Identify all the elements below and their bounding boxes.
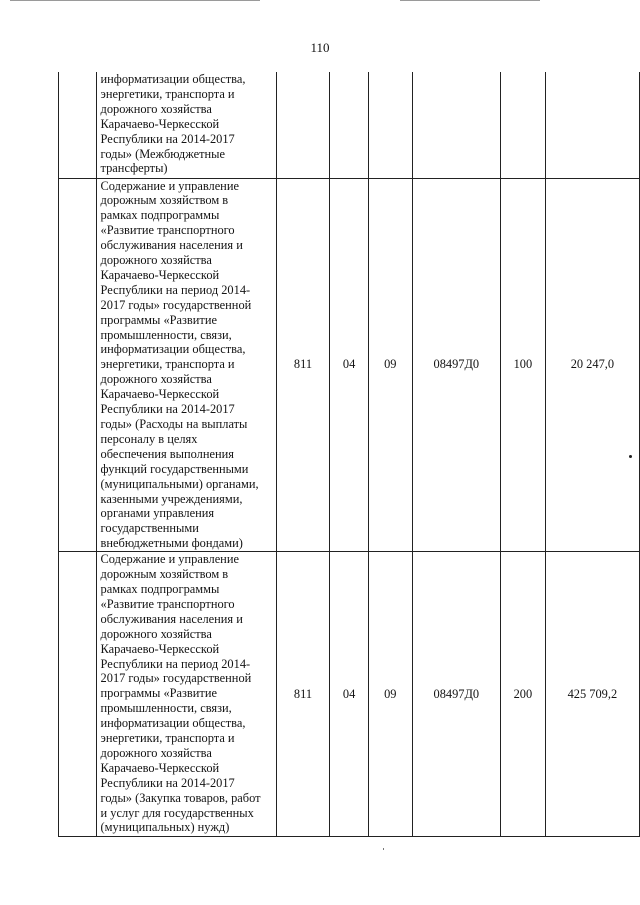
subsection-code-cell [368,72,412,178]
amount-cell: 20 247,0 [545,178,639,552]
section-code-cell: 04 [330,178,369,552]
ministry-code-cell [276,72,330,178]
section-code-cell: 04 [330,552,369,837]
expense-type-cell [501,72,546,178]
description-cell: Содержание и управление дорожным хозяйством в рамках подпрограммы «Развитие транспортного обслуживания населения и дорожного хозяйства Карачаево-Черкесской Республики на период 2014- 2017 годы» государственной программы «Развитие промышленности, связи, информатизации общества, энергетики, транспорта и дорожного хозяйства Карачаево-Черкесской Республики на 2014-2017 годы» (Расходы на выплаты персоналу в целях обеспечения выполнения функций государственными (муниципальными) органами, казенными учреждениями, органами управления государственными внебюджетными фондами) [96,178,276,552]
scan-edge-line-right [400,0,540,1]
target-code-cell [412,72,500,178]
amount-cell [545,72,639,178]
section-code-cell [330,72,369,178]
index-cell [59,178,97,552]
scan-edge-line-left [10,0,260,1]
page-number: 110 [310,40,330,55]
index-cell [59,552,97,837]
ministry-code-cell: 811 [276,552,330,837]
ministry-code-cell: 811 [276,178,330,552]
scan-speck-bottom [383,848,384,850]
scan-speck [629,455,632,458]
description-cell: Содержание и управление дорожным хозяйством в рамках подпрограммы «Развитие транспортного обслуживания населения и дорожного хозяйства Карачаево-Черкесской Республики на период 2014- 2017 годы» государственной программы «Развитие промышленности, связи, информатизации общества, энергетики, транспорта и дорожного хозяйства Карачаево-Черкесской Республики на 2014-2017 годы» (Закупка товаров, работ и услуг для государственных (муниципальных) нужд) [96,552,276,837]
index-cell [59,72,97,178]
table-row [59,552,640,837]
expense-type-cell: 200 [501,552,546,837]
target-code-cell: 08497Д0 [412,178,500,552]
table-row [59,72,640,178]
table-row [59,178,640,552]
expense-type-cell: 100 [501,178,546,552]
target-code-cell: 08497Д0 [412,552,500,837]
subsection-code-cell: 09 [368,552,412,837]
budget-table [58,72,640,837]
description-cell: информатизации общества, энергетики, транспорта и дорожного хозяйства Карачаево-Черкесской Республики на 2014-2017 годы» (Межбюджетные трансферты) [96,72,276,178]
amount-cell: 425 709,2 [545,552,639,837]
subsection-code-cell: 09 [368,178,412,552]
